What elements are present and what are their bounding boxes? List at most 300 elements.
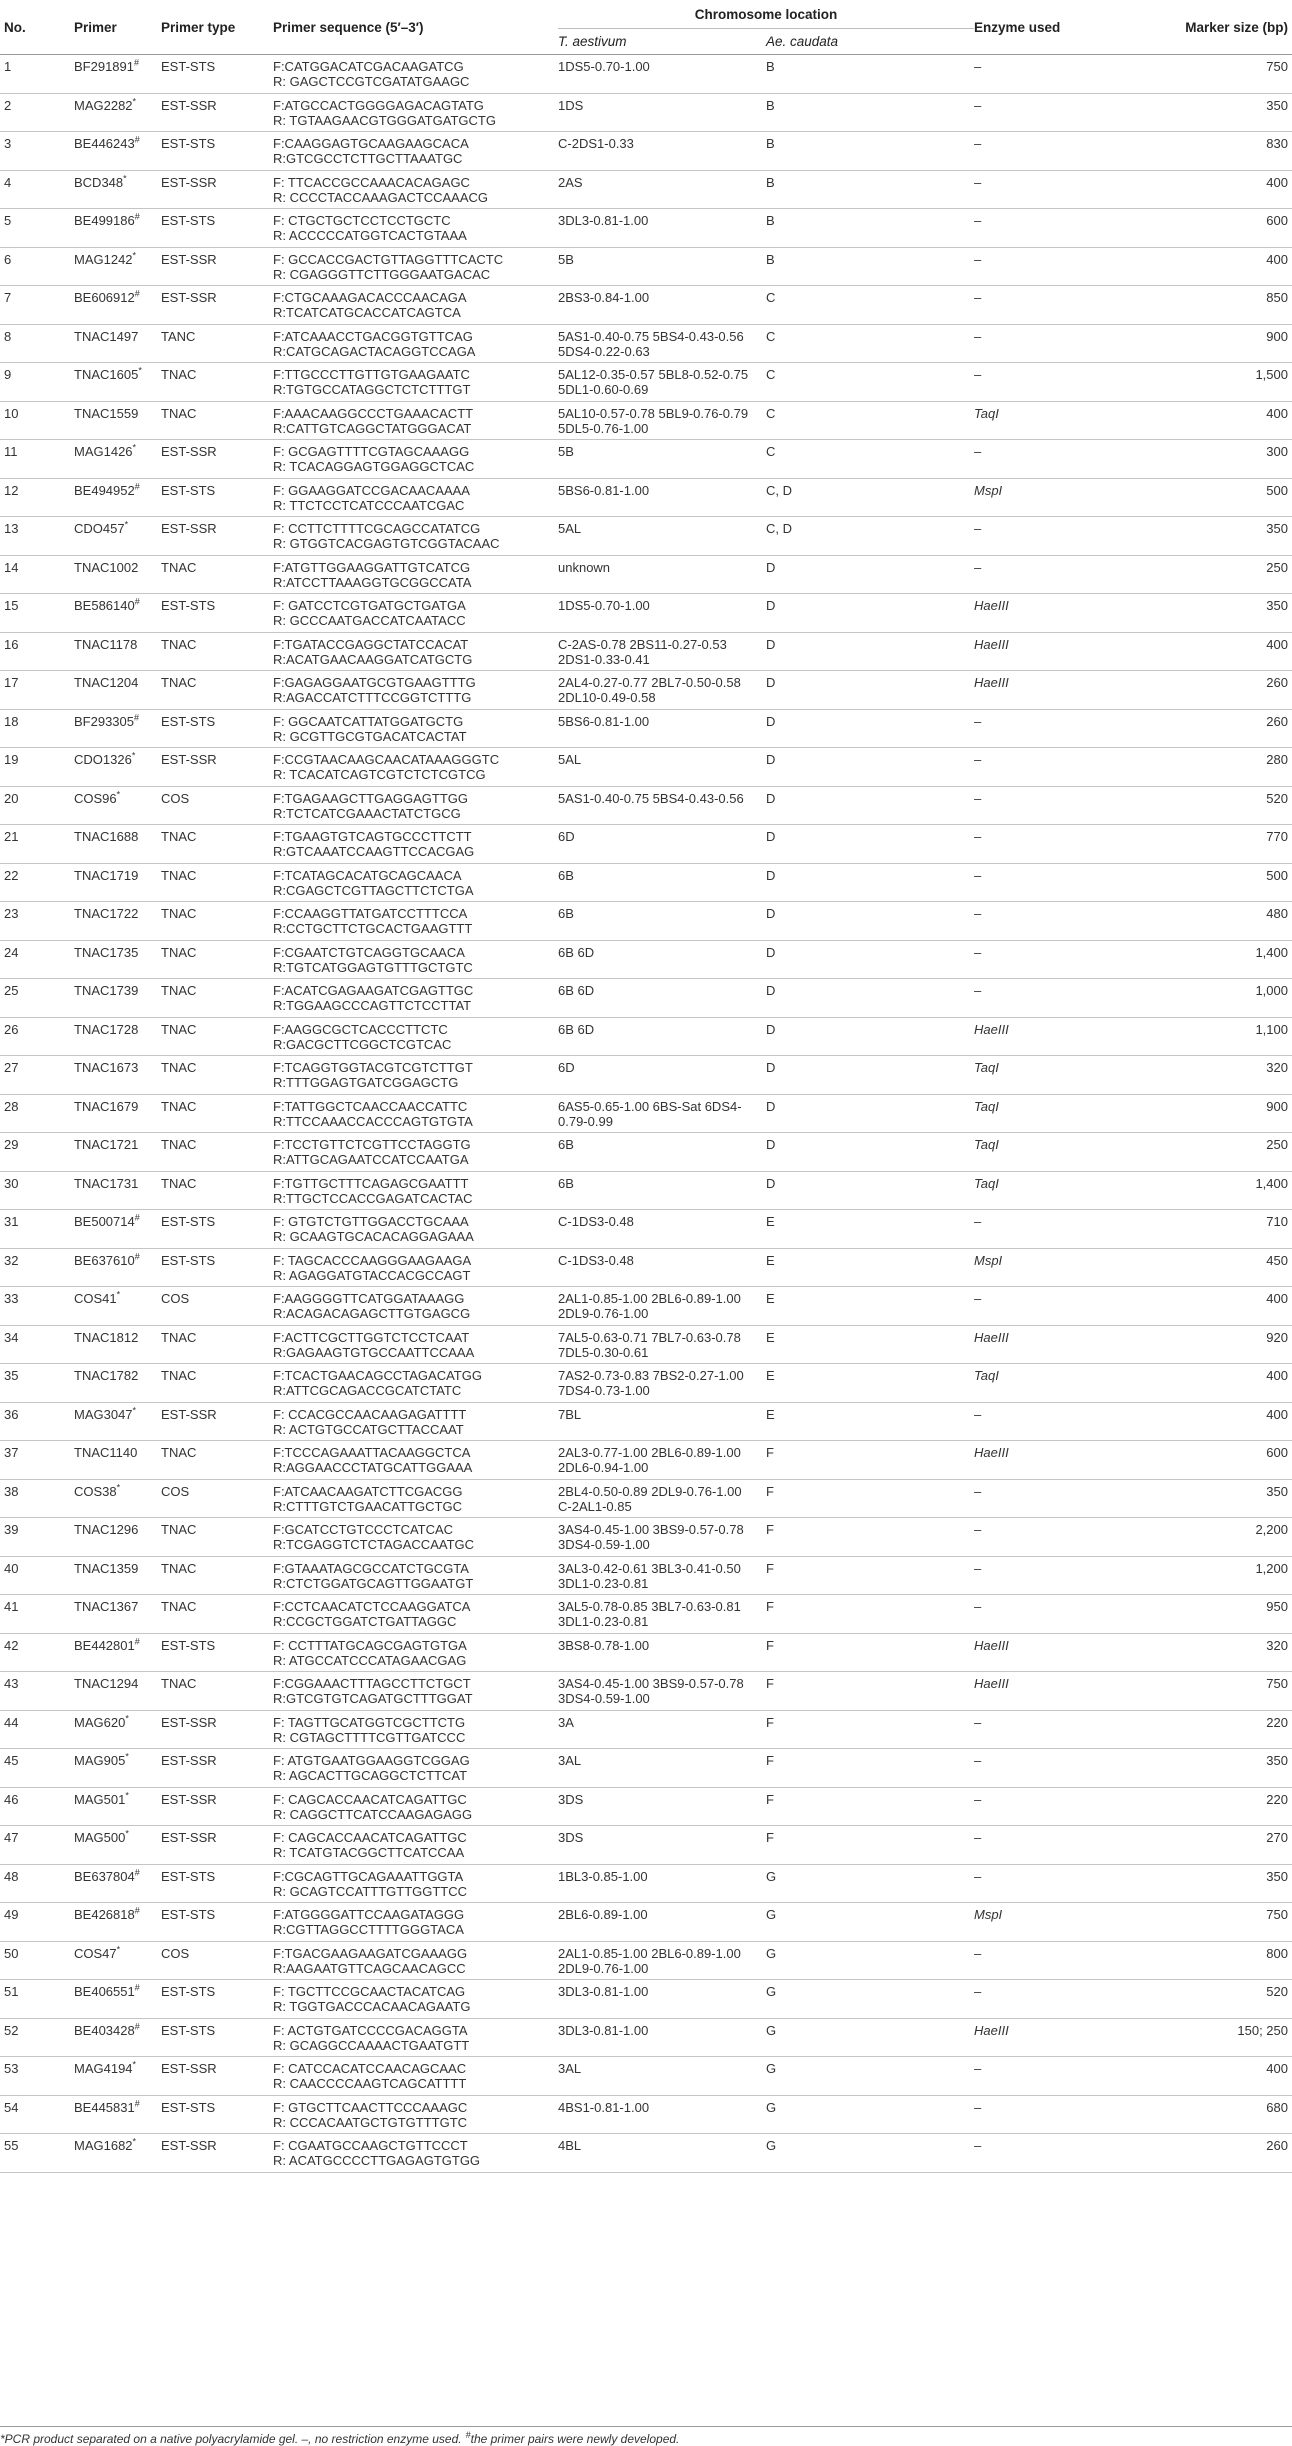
primer-type: EST-STS xyxy=(161,1868,216,1884)
enzyme-used: TaqI xyxy=(974,1060,999,1075)
t-aestivum-location-cell xyxy=(558,1518,766,1557)
primer-sequence-cell xyxy=(273,1402,558,1441)
primer-name: COS96 xyxy=(74,790,117,806)
forward-sequence: F:CGGAAACTTTAGCCTTCTGCT xyxy=(273,1676,471,1691)
marker-size: 520 xyxy=(1266,1984,1288,1999)
enzyme-used: – xyxy=(974,1830,982,1845)
ae-caudata-location: F xyxy=(766,1676,774,1691)
forward-sequence: F:ATGTTGGAAGGATTGTCATCG xyxy=(273,559,471,575)
t-aestivum-location-cell xyxy=(558,825,766,864)
t-aestivum-location: 5AL10-0.57-0.78 5BL9-0.76-0.79 xyxy=(558,405,749,421)
primer-name: BCD348 xyxy=(74,174,124,190)
primer-type: EST-STS xyxy=(161,1907,216,1922)
primer-name: BE500714 xyxy=(74,1214,135,1229)
marker-size: 350 xyxy=(1266,1868,1288,1884)
primer-mark: # xyxy=(134,288,140,299)
ae-caudata-location: F xyxy=(766,1714,774,1730)
marker-size: 450 xyxy=(1266,1252,1288,1268)
marker-size: 900 xyxy=(1266,1098,1288,1114)
row-number: 1 xyxy=(4,59,12,74)
enzyme-used: – xyxy=(974,59,982,74)
primer-sequence-cell xyxy=(273,1094,558,1133)
table-row xyxy=(0,1710,1292,1749)
ae-caudata-location: E xyxy=(766,1368,775,1383)
primer-name: TNAC1559 xyxy=(74,405,139,421)
primer-type: TANC xyxy=(161,328,196,344)
t-aestivum-location: 2AL4-0.27-0.77 2BL7-0.50-0.58 xyxy=(558,675,741,690)
reverse-sequence: R:TCTCATCGAAACTATCTGCG xyxy=(273,805,461,821)
primer-type: EST-SSR xyxy=(161,1714,217,1730)
reverse-sequence: R: AGCACTTGCAGGCTCTTCAT xyxy=(273,1768,468,1783)
t-aestivum-location: 5DS4-0.22-0.63 xyxy=(558,343,650,359)
primer-name: TNAC1673 xyxy=(74,1060,139,1075)
reverse-sequence: R: CGAGGGTTCTTGGGAATGACAC xyxy=(273,266,491,282)
marker-size: 400 xyxy=(1266,1368,1288,1383)
primer-name-cell xyxy=(74,1941,161,1980)
primer-name: BF291891 xyxy=(74,59,134,74)
primer-name: TNAC1296 xyxy=(74,1522,139,1537)
ae-caudata-location: G xyxy=(766,2061,777,2076)
enzyme-used: – xyxy=(974,906,982,921)
t-aestivum-location-cell xyxy=(558,1364,766,1403)
primer-sequence-cell xyxy=(273,1556,558,1595)
t-aestivum-location-cell xyxy=(558,324,766,363)
enzyme-used: – xyxy=(974,1868,982,1884)
primer-sequence-cell xyxy=(273,363,558,402)
primer-name: TNAC1731 xyxy=(74,1175,139,1191)
primer-name-cell xyxy=(74,2134,161,2173)
enzyme-used: – xyxy=(974,1214,982,1229)
forward-sequence: F: GTGTCTGTTGGACCTGCAAA xyxy=(273,1214,469,1229)
forward-sequence: F: CCTTTATGCAGCGAGTGTGA xyxy=(273,1637,467,1653)
row-number: 12 xyxy=(4,482,19,498)
marker-size: 1,100 xyxy=(1255,1021,1288,1037)
primer-sequence-cell xyxy=(273,1364,558,1403)
row-number: 36 xyxy=(4,1406,19,1422)
row-number: 6 xyxy=(4,251,12,267)
primer-name-cell xyxy=(74,632,161,671)
primer-type: COS xyxy=(161,1483,190,1499)
primer-name: TNAC1140 xyxy=(74,1445,138,1460)
enzyme-used: – xyxy=(974,136,982,151)
table-row xyxy=(0,517,1292,556)
marker-size: 300 xyxy=(1266,444,1288,459)
ae-caudata-location: D xyxy=(766,752,776,767)
primer-sequence-cell xyxy=(273,401,558,440)
primer-name-cell xyxy=(74,1364,161,1403)
primer-sequence-cell xyxy=(273,1287,558,1326)
marker-size: 400 xyxy=(1266,174,1288,190)
table-row xyxy=(0,1287,1292,1326)
primer-sequence-cell xyxy=(273,1749,558,1788)
primer-name: TNAC1739 xyxy=(74,983,139,998)
forward-sequence: F: CATCCACATCCAACAGCAAC xyxy=(273,2061,467,2076)
header-row xyxy=(0,0,1292,29)
t-aestivum-location: C-2DS1-0.33 xyxy=(558,136,634,151)
header-primer: Primer xyxy=(74,19,117,35)
table-row xyxy=(0,671,1292,710)
enzyme-used: – xyxy=(974,521,982,536)
marker-size: 220 xyxy=(1266,1791,1288,1807)
reverse-sequence: R: TTCTCCTCATCCCAATCGAC xyxy=(273,497,465,513)
primer-type: TNAC xyxy=(161,944,197,960)
t-aestivum-location-cell xyxy=(558,170,766,209)
primer-name: MAG620 xyxy=(74,1714,126,1730)
primer-name-cell xyxy=(74,1094,161,1133)
primer-sequence-cell xyxy=(273,1864,558,1903)
reverse-sequence: R: ACCCCCATGGTCACTGTAAA xyxy=(273,228,467,243)
reverse-sequence: R:ACATGAACAAGGATCATGCTG xyxy=(273,651,473,667)
table-row xyxy=(0,709,1292,748)
forward-sequence: F:CATGGACATCGACAAGATCG xyxy=(273,59,464,74)
forward-sequence: F: TTCACCGCCAAACACAGAGC xyxy=(273,174,470,190)
forward-sequence: F:AAACAAGGCCCTGAAACACTT xyxy=(273,405,474,421)
primer-mark: * xyxy=(132,2136,137,2147)
primer-name-cell xyxy=(74,671,161,710)
row-number: 37 xyxy=(4,1445,19,1460)
t-aestivum-location-cell xyxy=(558,2095,766,2134)
reverse-sequence: R: TCATGTACGGCTTCATCCAA xyxy=(273,1845,465,1860)
enzyme-used: – xyxy=(974,790,982,806)
marker-size: 900 xyxy=(1266,328,1288,344)
enzyme-used: – xyxy=(974,444,982,459)
t-aestivum-location: 2DL10-0.49-0.58 xyxy=(558,690,656,705)
primer-name-cell xyxy=(74,1133,161,1172)
ae-caudata-location: G xyxy=(766,2099,777,2115)
primer-name-cell xyxy=(74,1903,161,1942)
row-number: 43 xyxy=(4,1676,19,1691)
row-number: 16 xyxy=(4,636,19,652)
marker-size: 680 xyxy=(1266,2099,1288,2115)
t-aestivum-location: 1BL3-0.85-1.00 xyxy=(558,1868,648,1884)
primer-type: TNAC xyxy=(161,1021,197,1037)
t-aestivum-location: 6D xyxy=(558,829,575,844)
forward-sequence: F:TGAAGTGTCAGTGCCCTTCTT xyxy=(273,829,472,844)
row-number: 50 xyxy=(4,1945,19,1961)
table-row xyxy=(0,1325,1292,1364)
ae-caudata-location: G xyxy=(766,2022,777,2038)
ae-caudata-location: D xyxy=(766,1137,776,1152)
reverse-sequence: R:AGGAACCCTATGCATTGGAAA xyxy=(273,1460,473,1475)
primer-sequence-cell xyxy=(273,825,558,864)
primer-type: EST-STS xyxy=(161,1984,216,1999)
primer-type: TNAC xyxy=(161,1175,197,1191)
reverse-sequence: R:TTGCTCCACCGAGATCACTAC xyxy=(273,1190,473,1206)
primer-type: TNAC xyxy=(161,1137,197,1152)
ae-caudata-location: D xyxy=(766,790,776,806)
primer-name: MAG500 xyxy=(74,1830,126,1845)
t-aestivum-location: 6B xyxy=(558,1175,574,1191)
reverse-sequence: R: GTGGTCACGAGTGTCGGTACAAC xyxy=(273,536,500,551)
t-aestivum-location-cell xyxy=(558,517,766,556)
primer-sequence-cell xyxy=(273,1633,558,1672)
primer-name: MAG1682 xyxy=(74,2138,133,2153)
primer-sequence-cell xyxy=(273,632,558,671)
table-body xyxy=(0,55,1292,2173)
ae-caudata-location: G xyxy=(766,1984,777,1999)
primer-sequence-cell xyxy=(273,440,558,479)
table-row xyxy=(0,1595,1292,1634)
table-row xyxy=(0,93,1292,132)
primer-sequence-cell xyxy=(273,940,558,979)
t-aestivum-location: 5AL xyxy=(558,521,582,536)
table-row xyxy=(0,594,1292,633)
primer-name-cell xyxy=(74,1479,161,1518)
reverse-sequence: R:AGACCATCTTTCCGGTCTTTG xyxy=(273,690,472,705)
t-aestivum-location-cell xyxy=(558,1248,766,1287)
row-number: 17 xyxy=(4,675,19,690)
ae-caudata-location: B xyxy=(766,136,775,151)
enzyme-used: – xyxy=(974,1945,982,1961)
marker-size: 1,200 xyxy=(1255,1560,1288,1576)
primer-type: TNAC xyxy=(161,1445,197,1460)
header-sequence: Primer sequence (5′–3′) xyxy=(273,19,424,35)
reverse-sequence: R: CCCCTACCAAAGACTCCAAACG xyxy=(273,189,489,205)
t-aestivum-location: 6D xyxy=(558,1060,575,1075)
ae-caudata-location: F xyxy=(766,1753,774,1768)
enzyme-used: TaqI xyxy=(974,1368,999,1383)
forward-sequence: F:AAGGCGCTCACCCTTCTC xyxy=(273,1021,448,1037)
primer-sequence-cell xyxy=(273,209,558,248)
t-aestivum-location: 5BS6-0.81-1.00 xyxy=(558,482,650,498)
forward-sequence: F: GATCCTCGTGATGCTGATGA xyxy=(273,598,466,613)
marker-size: 260 xyxy=(1266,2138,1288,2153)
ae-caudata-location: C xyxy=(766,444,776,459)
primer-name: MAG905 xyxy=(74,1753,126,1768)
primer-name-cell xyxy=(74,1749,161,1788)
marker-size: 400 xyxy=(1266,636,1288,652)
t-aestivum-location: 7BL xyxy=(558,1406,582,1422)
primer-name-cell xyxy=(74,55,161,94)
primer-sequence-cell xyxy=(273,1133,558,1172)
row-number: 14 xyxy=(4,559,19,575)
primer-type: EST-SSR xyxy=(161,1406,217,1422)
ae-caudata-location: C xyxy=(766,405,776,421)
table-row xyxy=(0,1210,1292,1249)
primer-name-cell xyxy=(74,940,161,979)
t-aestivum-location: 5DL5-0.76-1.00 xyxy=(558,420,649,436)
primer-sequence-cell xyxy=(273,671,558,710)
table-row xyxy=(0,979,1292,1018)
primer-sequence-cell xyxy=(273,1672,558,1711)
marker-size: 350 xyxy=(1266,1483,1288,1499)
marker-size: 750 xyxy=(1266,59,1288,74)
primer-mark: # xyxy=(134,2098,140,2109)
enzyme-used: – xyxy=(974,752,982,767)
reverse-sequence: R:ACAGACAGAGCTTGTGAGCG xyxy=(273,1306,471,1321)
primer-name: BE442801 xyxy=(74,1637,135,1653)
reverse-sequence: R:TTCCAAACCACCCAGTGTGTA xyxy=(273,1113,473,1129)
row-number: 21 xyxy=(4,829,19,844)
forward-sequence: F: TAGCACCCAAGGGAAGAAGA xyxy=(273,1252,472,1268)
row-number: 19 xyxy=(4,752,19,767)
forward-sequence: F: ACTGTGATCCCCGACAGGTA xyxy=(273,2022,468,2038)
primer-type: EST-SSR xyxy=(161,97,217,113)
enzyme-used: TaqI xyxy=(974,1098,999,1114)
forward-sequence: F:TCCCAGAAATTACAAGGCTCA xyxy=(273,1445,471,1460)
footnote-hash-text: the primer pairs were newly developed. xyxy=(470,2432,680,2446)
row-number: 7 xyxy=(4,290,12,305)
primer-name-cell xyxy=(74,1672,161,1711)
primer-sequence-cell xyxy=(273,478,558,517)
ae-caudata-location: E xyxy=(766,1291,775,1306)
enzyme-used: HaeIII xyxy=(974,1637,1009,1653)
primer-type: TNAC xyxy=(161,1368,197,1383)
t-aestivum-location-cell xyxy=(558,247,766,286)
forward-sequence: F:GCATCCTGTCCCTCATCAC xyxy=(273,1522,454,1537)
marker-size: 480 xyxy=(1266,906,1288,921)
table-row xyxy=(0,786,1292,825)
t-aestivum-location-cell xyxy=(558,2057,766,2096)
ae-caudata-location: G xyxy=(766,1868,777,1884)
t-aestivum-location-cell xyxy=(558,1864,766,1903)
ae-caudata-location: D xyxy=(766,713,776,729)
primer-type: EST-STS xyxy=(161,2099,216,2115)
row-number: 35 xyxy=(4,1368,19,1383)
forward-sequence: F: GGCAATCATTATGGATGCTG xyxy=(273,713,464,729)
primer-name-cell xyxy=(74,748,161,787)
table-row xyxy=(0,2095,1292,2134)
forward-sequence: F: TGCTTCCGCAACTACATCAG xyxy=(273,1984,466,1999)
primer-mark: # xyxy=(134,134,140,145)
primer-sequence-cell xyxy=(273,1325,558,1364)
header-marker-size: Marker size (bp) xyxy=(1185,19,1288,35)
primer-mark: # xyxy=(134,481,140,492)
marker-size: 1,500 xyxy=(1255,367,1288,382)
ae-caudata-location: C xyxy=(766,290,776,305)
table-row xyxy=(0,1980,1292,2019)
table-row xyxy=(0,363,1292,402)
primer-sequence-cell xyxy=(273,1248,558,1287)
marker-size: 150; 250 xyxy=(1237,2022,1288,2038)
primer-type: TNAC xyxy=(161,1098,197,1114)
primer-type: EST-STS xyxy=(161,598,216,613)
t-aestivum-location-cell xyxy=(558,1826,766,1865)
enzyme-used: HaeIII xyxy=(974,675,1009,690)
primer-name: CDO1326 xyxy=(74,752,132,767)
table-row xyxy=(0,1826,1292,1865)
primer-type: EST-SSR xyxy=(161,174,217,190)
reverse-sequence: R: GCAGTCCATTTGTTGGTTCC xyxy=(273,1883,468,1899)
primer-type: EST-STS xyxy=(161,482,216,498)
primer-name-cell xyxy=(74,1210,161,1249)
t-aestivum-location-cell xyxy=(558,55,766,94)
footnote-star-text: PCR product separated on a native polyacrylamide gel. –, no restriction enzyme used. xyxy=(4,2432,462,2446)
primer-name: BE606912 xyxy=(74,290,135,305)
ae-caudata-location: E xyxy=(766,1329,775,1345)
row-number: 28 xyxy=(4,1098,19,1114)
enzyme-used: – xyxy=(974,1791,982,1807)
primer-name-cell xyxy=(74,170,161,209)
t-aestivum-location-cell xyxy=(558,671,766,710)
t-aestivum-location: C-2AS-0.78 2BS11-0.27-0.53 xyxy=(558,636,727,652)
t-aestivum-location-cell xyxy=(558,979,766,1018)
ae-caudata-location: C xyxy=(766,328,776,344)
primer-sequence-cell xyxy=(273,2018,558,2057)
primer-sequence-cell xyxy=(273,1479,558,1518)
table-row xyxy=(0,1248,1292,1287)
primer-name-cell xyxy=(74,863,161,902)
t-aestivum-location: C-1DS3-0.48 xyxy=(558,1214,634,1229)
marker-size: 2,200 xyxy=(1255,1522,1288,1537)
forward-sequence: F:ACTTCGCTTGGTCTCCTCAAT xyxy=(273,1329,470,1345)
primer-sequence-cell xyxy=(273,132,558,171)
table-row xyxy=(0,247,1292,286)
enzyme-used: – xyxy=(974,328,982,344)
row-number: 55 xyxy=(4,2138,19,2153)
primer-name: MAG4194 xyxy=(74,2061,133,2076)
table-row xyxy=(0,440,1292,479)
t-aestivum-location-cell xyxy=(558,594,766,633)
primer-name-cell xyxy=(74,2095,161,2134)
t-aestivum-location-cell xyxy=(558,632,766,671)
ae-caudata-location: E xyxy=(766,1214,775,1229)
row-number: 9 xyxy=(4,367,12,382)
row-number: 10 xyxy=(4,405,19,421)
marker-size: 920 xyxy=(1266,1329,1288,1345)
primer-name-cell xyxy=(74,1980,161,2019)
enzyme-used: – xyxy=(974,1984,982,1999)
reverse-sequence: R: TCACAGGAGTGGAGGCTCAC xyxy=(273,459,475,474)
forward-sequence: F:CAAGGAGTGCAAGAAGCACA xyxy=(273,136,469,151)
marker-size: 600 xyxy=(1266,1445,1288,1460)
marker-size: 260 xyxy=(1266,713,1288,729)
primer-name-cell xyxy=(74,1171,161,1210)
row-number: 13 xyxy=(4,521,19,536)
primer-type: TNAC xyxy=(161,405,197,421)
enzyme-used: – xyxy=(974,2061,982,2076)
t-aestivum-location: 6B 6D xyxy=(558,944,595,960)
header-enzyme: Enzyme used xyxy=(974,19,1061,35)
forward-sequence: F:ATCAAACCTGACGGTGTTCAG xyxy=(273,328,473,344)
primer-name: MAG2282 xyxy=(74,97,133,113)
marker-size: 250 xyxy=(1266,1137,1288,1152)
primer-type: EST-SSR xyxy=(161,521,217,536)
enzyme-used: HaeIII xyxy=(974,598,1009,613)
primer-sequence-cell xyxy=(273,555,558,594)
reverse-sequence: R:CATTGTCAGGCTATGGGACAT xyxy=(273,420,472,436)
row-number: 23 xyxy=(4,906,19,921)
t-aestivum-location-cell xyxy=(558,478,766,517)
table-row xyxy=(0,1094,1292,1133)
primer-name: TNAC1359 xyxy=(74,1560,139,1576)
t-aestivum-location: 6B 6D xyxy=(558,1021,595,1037)
reverse-sequence: R: AGAGGATGTACCACGCCAGT xyxy=(273,1267,471,1283)
ae-caudata-location: F xyxy=(766,1599,774,1614)
table-row xyxy=(0,1903,1292,1942)
table-row xyxy=(0,2018,1292,2057)
reverse-sequence: R: GCGTTGCGTGACATCACTAT xyxy=(273,728,467,744)
t-aestivum-location: C-2AL1-0.85 xyxy=(558,1498,632,1514)
row-number: 40 xyxy=(4,1560,19,1576)
primer-mark: * xyxy=(138,365,142,376)
primer-name: TNAC1719 xyxy=(74,867,139,883)
marker-size: 400 xyxy=(1266,251,1288,267)
reverse-sequence: R:GTCGCCTCTTGCTTAAATGC xyxy=(273,151,463,166)
footnote-hash-mark: # xyxy=(465,2430,471,2440)
primer-sequence-cell xyxy=(273,1595,558,1634)
primer-name: BE426818 xyxy=(74,1907,135,1922)
table-row xyxy=(0,209,1292,248)
enzyme-used: – xyxy=(974,559,982,575)
ae-caudata-location: B xyxy=(766,213,775,228)
row-number: 39 xyxy=(4,1522,19,1537)
primer-name-cell xyxy=(74,478,161,517)
t-aestivum-location-cell xyxy=(558,1210,766,1249)
marker-size: 350 xyxy=(1266,521,1288,536)
row-number: 25 xyxy=(4,983,19,998)
marker-size: 350 xyxy=(1266,598,1288,613)
